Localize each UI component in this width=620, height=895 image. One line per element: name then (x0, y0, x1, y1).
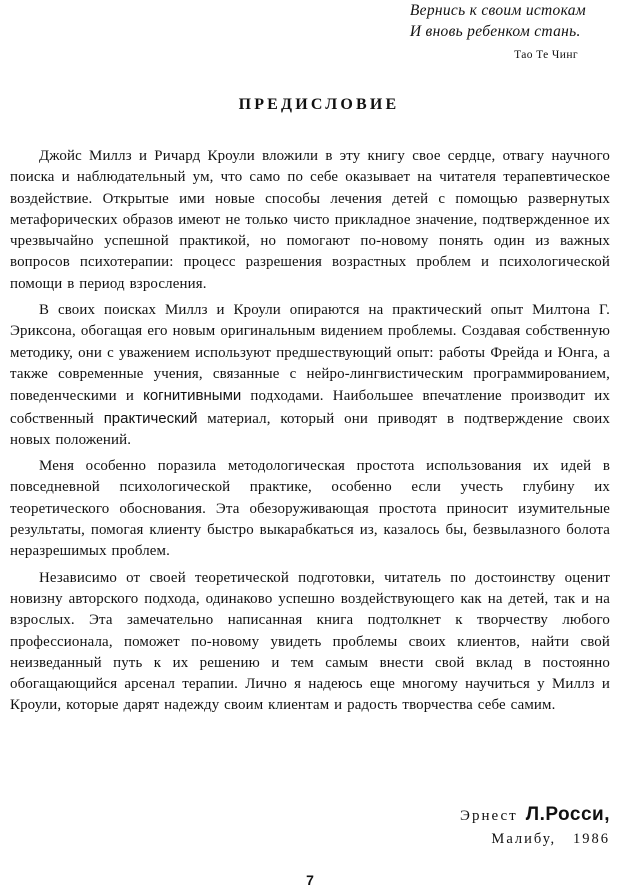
signature-year: 1986 (573, 831, 610, 847)
paragraph-3: Меня особенно поразила методологическая простота использования их идей в повседневной психологической практике, особенно если учесть глубину их теоретического обоснования. Эта обезоруживающая простота приносит изумительные результаты, помогая клиенту быстро выкарабкаться из, казалось бы, безвылазного болота неразрешимых проблем. (10, 458, 610, 560)
signature-place: Малибу, (491, 831, 557, 847)
epigraph (410, 0, 586, 42)
signature-first-name: Эрнест (460, 808, 518, 824)
page-title: ПРЕДИСЛОВИЕ (238, 96, 400, 113)
signature-place-date (460, 831, 610, 848)
paragraph-2 (10, 300, 610, 451)
paragraph-2-part-e: материал, который они приводят в подтверждение своих новых положений. (10, 410, 611, 448)
signature (460, 804, 610, 848)
page-number: 7 (306, 872, 314, 888)
signature-last-name: Л.Росси, (525, 804, 610, 825)
paragraph-2-part-c: подходами. Наибольшее впечатление производит их собственный (10, 388, 611, 427)
emphasized-word-practical: практический (103, 409, 198, 427)
epigraph-line-2: И вновь ребенком стань. (409, 23, 581, 40)
paragraph-2-part-a: В своих поисках Миллз и Кроули опираются на практический опыт Милтона Г. Эриксона, обогащая его новым оригинальным видением проблемы. Создавая собственную методику, они с уважением используют предшествующий опыт: работы Фрейда и Юнга, а также современные учения, связанные с нейро-лингвистическим программированием, поведенческими и (10, 302, 610, 405)
signature-name (460, 804, 610, 826)
paragraph-4: Независимо от своей теоретической подготовки, читатель по достоинству оценит новизну авторского подхода, одинаково успешно воздействующего как на детей, так и на взрослых. Эта замечательно написанная книга подтолкнет к творчеству любого профессионала, поможет по-новому увидеть проблемы своих клиентов, найти свой неизведанный путь к их решению и тем самым внести свой вклад в постоянно обогащающийся арсенал терапии. Лично я надеюсь еще многому научиться у Миллз и Кроули, которые дарят надежду своим клиентам и радость творчества себе самим. (10, 569, 610, 714)
epigraph-source: Тао Те Чинг (514, 49, 578, 61)
preface-body (10, 146, 610, 722)
epigraph-line-1: Вернись к своим истокам (409, 2, 586, 19)
emphasized-word-cognitive: когнитивными (143, 387, 242, 405)
paragraph-1: Джойс Миллз и Ричард Кроули вложили в эту книгу свое сердце, отвагу научного поиска и наблюдательный ум, что само по себе оказывает на читателя терапевтическое воздействие. Открытые ими новые способы лечения детей с помощью развернутых метафорических образов имеют не только чисто прикладное значение, подтвержденное их чрезвычайно успешной практикой, но помогают по-новому понять один из важных вопросов психотерапии: процесс разрешения возрастных проблем и психологической помощи в период взросления. (10, 148, 610, 292)
